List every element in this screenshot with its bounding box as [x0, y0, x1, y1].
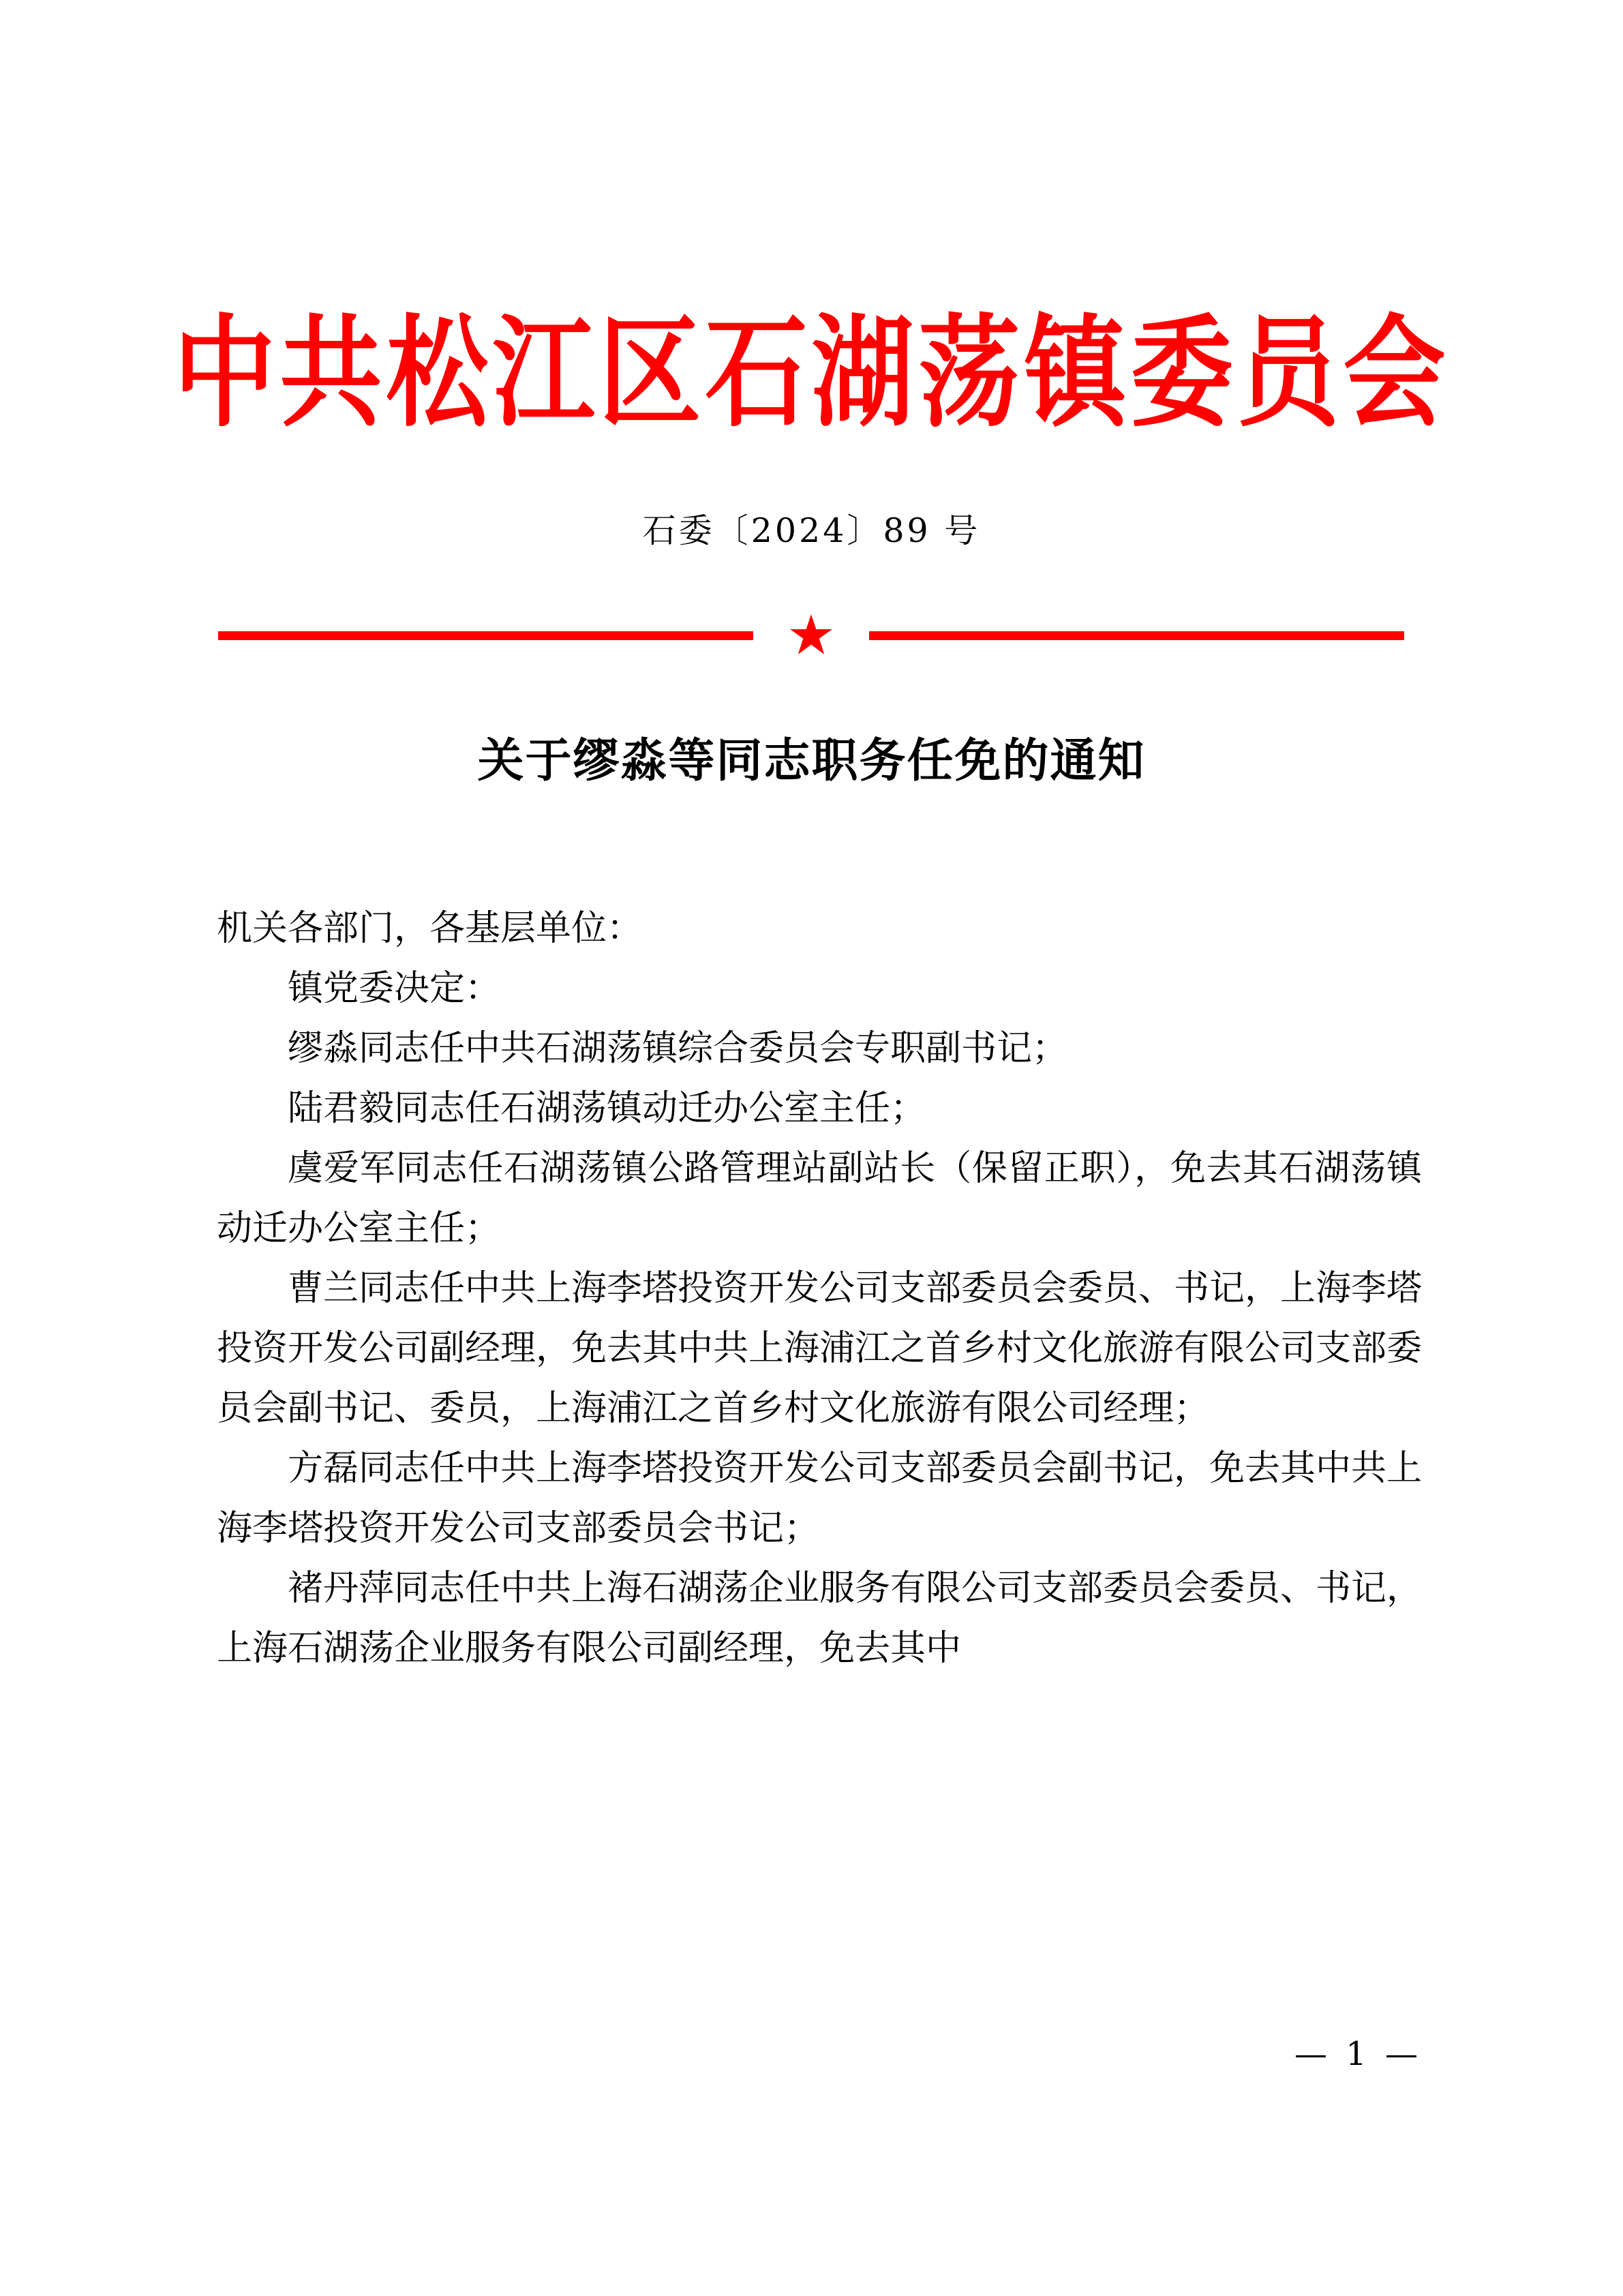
- appointment-item: 曹兰同志任中共上海李塔投资开发公司支部委员会委员、书记，上海李塔投资开发公司副经理，免去其中共上海浦江之首乡村文化旅游有限公司支部委员会副书记、委员，上海浦江之首乡村文化旅游有限公司经理；: [217, 1268, 1423, 1429]
- document-serial-number: 石委〔2024〕89 号: [642, 511, 981, 550]
- salutation-line: 机关各部门，各基层单位：: [217, 908, 643, 949]
- red-divider-rule: [218, 630, 1404, 641]
- divider-bar-left: [218, 631, 753, 640]
- red-star-icon: [790, 614, 832, 656]
- lead-line: 镇党委决定：: [288, 968, 501, 1009]
- document-body: [217, 898, 1422, 1678]
- page-number: — 1 —: [1294, 2035, 1422, 2073]
- appointment-item: 虞爱军同志任石湖荡镇公路管理站副站长（保留正职），免去其石湖荡镇动迁办公室主任；: [217, 1148, 1422, 1249]
- document-title: 关于缪淼等同志职务任免的通知: [477, 734, 1146, 788]
- appointment-item: 方磊同志任中共上海李塔投资开发公司支部委员会副书记，免去其中共上海李塔投资开发公司支部委员会书记；: [217, 1448, 1423, 1549]
- issuing-organization-title: 中共松江区石湖荡镇委员会: [173, 302, 1450, 444]
- masthead: [0, 302, 1623, 444]
- appointment-item: 褚丹萍同志任中共上海石湖荡企业服务有限公司支部委员会委员、书记，上海石湖荡企业服务有限公司副经理，免去其中: [217, 1568, 1423, 1669]
- appointment-item: 陆君毅同志任石湖荡镇动迁办公室主任；: [288, 1088, 926, 1129]
- appointment-item: 缪淼同志任中共石湖荡镇综合委员会专职副书记；: [288, 1028, 1068, 1069]
- divider-bar-right: [869, 631, 1404, 640]
